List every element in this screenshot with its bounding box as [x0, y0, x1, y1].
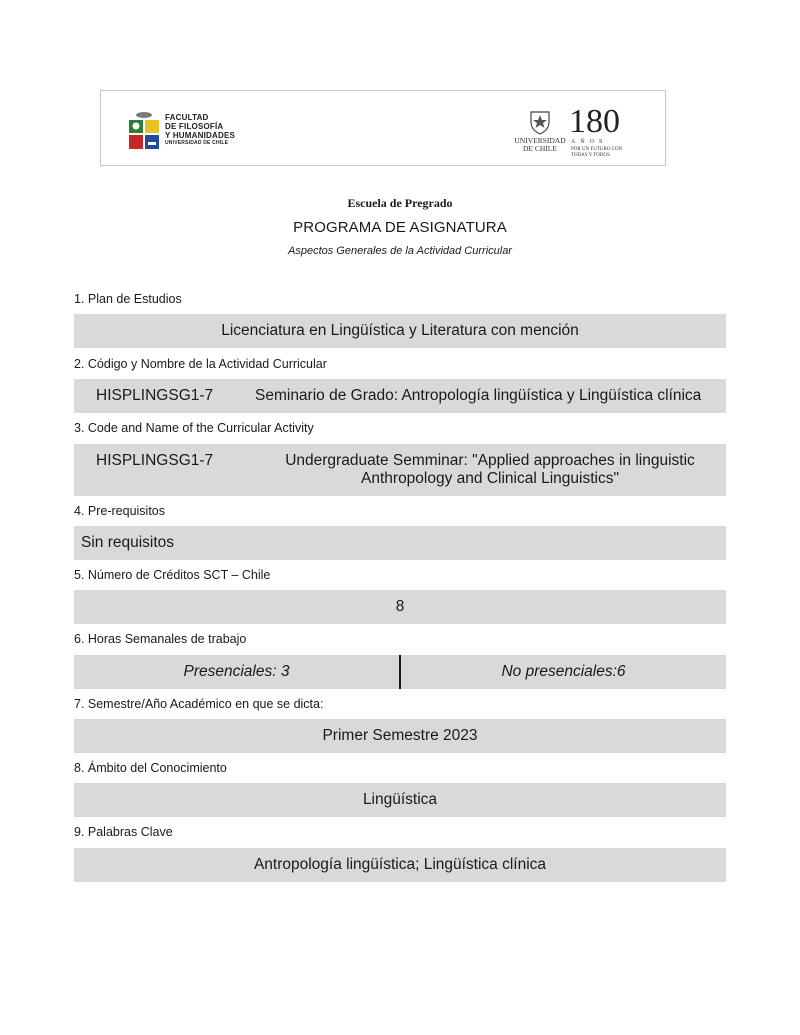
anniversary-number: 180	[569, 103, 620, 140]
section-3-code: HISPLINGSG1-7	[96, 452, 214, 469]
section-6-box	[74, 655, 726, 689]
anniversary-word: AÑOS	[571, 139, 608, 145]
section-7-label: 7. Semestre/Año Académico en que se dicta:	[74, 697, 324, 711]
university-shield-logo	[529, 109, 551, 135]
section-6-no-presencial: No presenciales:6	[501, 663, 626, 680]
section-1-value: Licenciatura en Lingüística y Literatura con mención	[74, 314, 726, 348]
page-title: PROGRAMA DE ASIGNATURA	[293, 219, 507, 236]
section-3-name: Undergraduate Semminar: "Applied approaches in linguistic Anthropology and Clinical Linguistics"	[285, 452, 695, 487]
header-banner	[100, 90, 666, 166]
anniversary-tagline: POR UN FUTURO CON TODAS Y TODOS	[571, 147, 623, 158]
section-8-label: 8. Ámbito del Conocimiento	[74, 761, 227, 775]
section-5-label: 5. Número de Créditos SCT – Chile	[74, 568, 271, 582]
section-8-value: Lingüística	[74, 783, 726, 817]
university-name: UNIVERSIDAD DE CHILE	[514, 136, 566, 153]
faculty-name: FACULTAD DE FILOSOFÍA Y HUMANIDADES UNIVERSIDAD DE CHILE	[165, 113, 236, 146]
section-4-value: Sin requisitos	[74, 526, 726, 560]
section-2-label: 2. Código y Nombre de la Actividad Curricular	[74, 357, 327, 371]
page-subtitle: Aspectos Generales de la Actividad Curricular	[288, 245, 512, 257]
section-6-label: 6. Horas Semanales de trabajo	[74, 632, 247, 646]
section-3-box	[74, 444, 726, 496]
section-2-name: Seminario de Grado: Antropología lingüística y Lingüística clínica	[255, 387, 702, 404]
section-2-box	[74, 379, 726, 413]
section-6-presencial: Presenciales: 3	[183, 663, 290, 680]
section-4-label: 4. Pre-requisitos	[74, 504, 166, 518]
section-7-value: Primer Semestre 2023	[74, 719, 726, 753]
section-2-code: HISPLINGSG1-7	[96, 387, 214, 404]
section-5-value: 8	[74, 590, 726, 624]
school-title: Escuela de Pregrado	[347, 196, 453, 210]
faculty-crest-logo	[127, 111, 161, 151]
section-9-value: Antropología lingüística; Lingüística clínica	[74, 848, 726, 882]
section-9-label: 9. Palabras Clave	[74, 825, 173, 839]
section-1-label: 1. Plan de Estudios	[74, 292, 182, 306]
section-3-label: 3. Code and Name of the Curricular Activity	[74, 421, 314, 435]
